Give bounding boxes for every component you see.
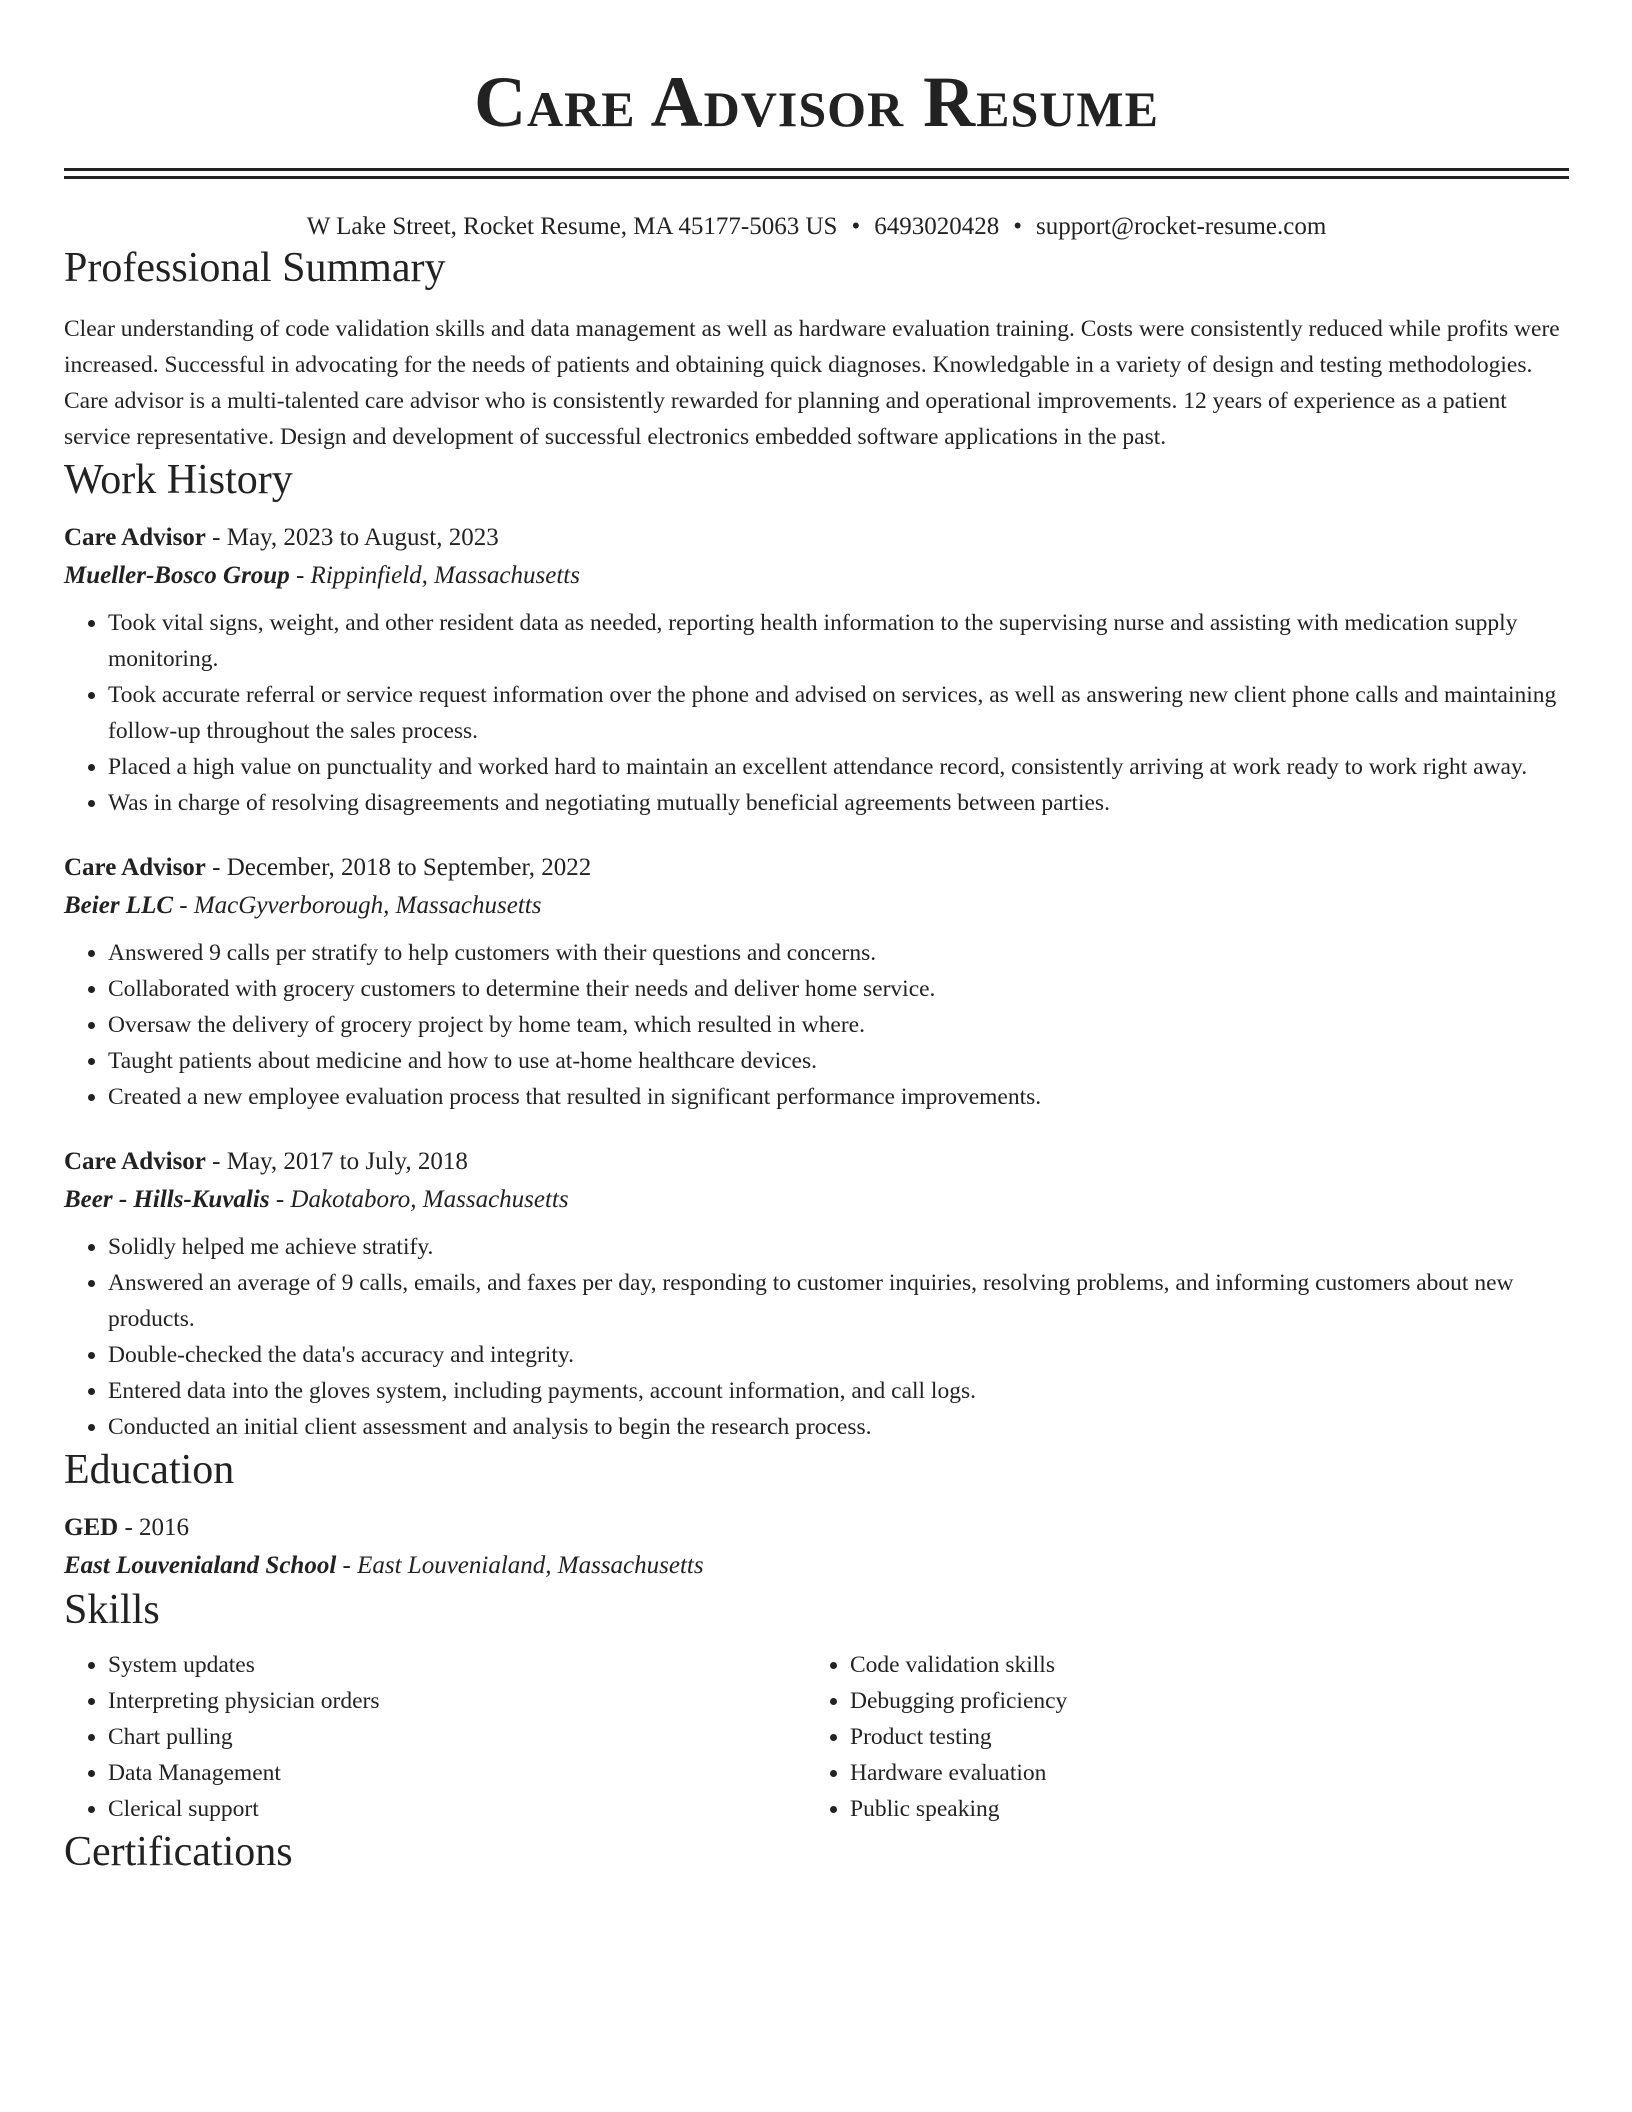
resume-title: Care Advisor Resume xyxy=(474,62,1159,142)
summary-text: Clear understanding of code validation skills and data management as well as hardware evaluation training. Costs were consistently reduced while profits were increased. Successful in advocating for the needs of patients and obtaining quick diagnoses. Knowledgable in a variety of design and testing methodologies. Care advisor is a multi-talented care advisor who is consistently rewarded for planning and operational improvements. 12 years of experience as a patient service representative. Design and development of successful electronics embedded software applications in the past. xyxy=(64,316,1560,450)
skill-item: • Debugging proficiency xyxy=(850,1683,1548,1719)
contact-separator: • xyxy=(851,213,861,240)
contact-separator: • xyxy=(1013,213,1022,240)
company-line xyxy=(64,557,1569,595)
list-item: • Collaborated with grocery customers to determine their needs and deliver home service. xyxy=(108,971,1569,1007)
skill-item: • Data Management xyxy=(108,1755,806,1791)
job-dates: - May, 2017 to July, 2018 xyxy=(205,1148,468,1175)
contact-email: support@rocket-resume.com xyxy=(1035,213,1327,240)
contact-line xyxy=(64,211,1569,243)
job-title: Care Advisor xyxy=(64,854,206,881)
company-location: - Rippinfield, Massachusetts xyxy=(289,562,580,589)
job-title-line xyxy=(64,849,1569,887)
degree-line xyxy=(64,1509,1569,1547)
job-bullets xyxy=(64,1229,1569,1445)
job-entry xyxy=(64,849,1569,1115)
job-bullets xyxy=(64,935,1569,1115)
certifications-heading: Certifications xyxy=(64,1829,293,1875)
list-item: • Was in charge of resolving disagreements and negotiating mutually beneficial agreements between parties. xyxy=(108,785,1569,821)
job-title: Care Advisor xyxy=(64,1148,206,1175)
degree: GED xyxy=(64,1514,119,1541)
summary-heading: Professional Summary xyxy=(64,245,446,291)
skills-column-left xyxy=(64,1647,806,1827)
company-name: Mueller-Bosco Group xyxy=(64,562,290,589)
company-location: - Dakotaboro, Massachusetts xyxy=(269,1186,569,1213)
list-item: • Took accurate referral or service request information over the phone and advised on services, as well as answering new client phone calls and maintaining follow-up throughout the sales process. xyxy=(108,677,1569,749)
title-divider xyxy=(64,168,1569,179)
company-name: Beer - Hills-Kuvalis xyxy=(64,1186,270,1213)
list-item: • Conducted an initial client assessment and analysis to begin the research process. xyxy=(108,1409,1569,1445)
school-location: - East Louvenialand, Massachusetts xyxy=(336,1552,704,1579)
resume-page xyxy=(64,0,1569,1877)
job-entry xyxy=(64,519,1569,821)
education-entry xyxy=(64,1509,1569,1585)
list-item: • Answered 9 calls per stratify to help customers with their questions and concerns. xyxy=(108,935,1569,971)
skill-item: • Chart pulling xyxy=(108,1719,806,1755)
company-name: Beier LLC xyxy=(64,892,174,919)
contact-address: W Lake Street, Rocket Resume, MA 45177-5063 US xyxy=(306,213,838,240)
job-dates: - May, 2023 to August, 2023 xyxy=(205,524,499,551)
school-line xyxy=(64,1547,1569,1585)
job-title-line xyxy=(64,519,1569,557)
company-line xyxy=(64,887,1569,925)
company-line xyxy=(64,1181,1569,1219)
list-item: • Answered an average of 9 calls, emails, and faxes per day, responding to customer inquiries, resolving problems, and informing customers about new products. xyxy=(108,1265,1569,1337)
skills-column-right xyxy=(806,1647,1548,1827)
skill-item: • Hardware evaluation xyxy=(850,1755,1548,1791)
contact-phone: 6493020428 xyxy=(874,213,1000,240)
skill-item: • Clerical support xyxy=(108,1791,806,1827)
list-item: • Created a new employee evaluation process that resulted in significant performance improvements. xyxy=(108,1079,1569,1115)
job-title-line xyxy=(64,1143,1569,1181)
skill-item: • Interpreting physician orders xyxy=(108,1683,806,1719)
skill-item: • Code validation skills xyxy=(850,1647,1548,1683)
skill-item: • Public speaking xyxy=(850,1791,1548,1827)
work-history-heading: Work History xyxy=(64,457,293,503)
list-item: • Placed a high value on punctuality and worked hard to maintain an excellent attendance record, consistently arriving at work ready to work right away. xyxy=(108,749,1569,785)
list-item: • Oversaw the delivery of grocery project by home team, which resulted in where. xyxy=(108,1007,1569,1043)
skills-grid xyxy=(64,1647,1569,1827)
education-heading: Education xyxy=(64,1447,235,1493)
skill-item: • System updates xyxy=(108,1647,806,1683)
skills-heading: Skills xyxy=(64,1587,160,1633)
job-dates: - December, 2018 to September, 2022 xyxy=(205,854,592,881)
degree-year: - 2016 xyxy=(118,1514,190,1541)
company-location: - MacGyverborough, Massachusetts xyxy=(173,892,542,919)
list-item: • Taught patients about medicine and how to use at-home healthcare devices. xyxy=(108,1043,1569,1079)
skill-item: • Product testing xyxy=(850,1719,1548,1755)
list-item: • Double-checked the data's accuracy and integrity. xyxy=(108,1337,1569,1373)
list-item: • Took vital signs, weight, and other resident data as needed, reporting health information to the supervising nurse and assisting with medication supply monitoring. xyxy=(108,605,1569,677)
job-entry xyxy=(64,1143,1569,1445)
list-item: • Solidly helped me achieve stratify. xyxy=(108,1229,1569,1265)
school-name: East Louvenialand School xyxy=(64,1552,337,1579)
job-title: Care Advisor xyxy=(64,524,206,551)
job-bullets xyxy=(64,605,1569,821)
list-item: • Entered data into the gloves system, including payments, account information, and call logs. xyxy=(108,1373,1569,1409)
